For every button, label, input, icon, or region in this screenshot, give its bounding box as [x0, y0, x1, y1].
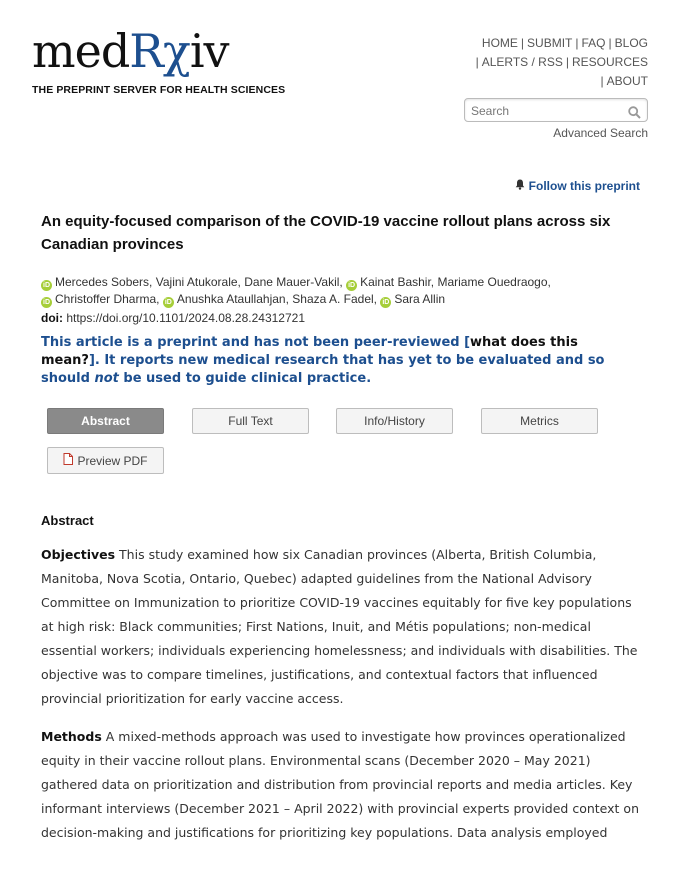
author-item[interactable] — [41, 275, 152, 289]
nav-faq-link[interactable]: FAQ — [581, 36, 606, 50]
author-item[interactable] — [380, 292, 445, 306]
preview-pdf-label: Preview PDF — [77, 453, 148, 468]
nav-home-link[interactable]: HOME — [481, 36, 518, 50]
author-item[interactable] — [244, 275, 342, 289]
orcid-icon[interactable]: iD — [382, 299, 390, 306]
site-logo[interactable] — [32, 26, 285, 96]
orcid-icon[interactable]: iD — [43, 282, 50, 289]
abstract-heading: Abstract — [41, 513, 94, 528]
advanced-search-link[interactable]: Advanced Search — [553, 126, 648, 140]
objectives-label: Objectives — [41, 547, 116, 562]
author-name: Dane Mauer-Vakil, — [244, 275, 343, 289]
objectives-text: This study examined how six Canadian provinces (Alberta, British Columbia, Manitoba, Nova Scotia, Ontario, Quebec) adapted guidelines from the National Advisory Committee on Immunization to prioritize COVID-19 vaccines equitably for five key populations at high risk: Black communities; First Nations, Inuit, and Métis populations; non-medical essential workers; individuals experiencing homelessness; and individuals with disabilities. The objective was to compare timelines, justifications, and contextual factors that influenced provincial prioritization for early vaccine access. — [41, 547, 638, 706]
doi-label: doi: — [41, 311, 63, 325]
nav-about-link[interactable]: ABOUT — [606, 74, 648, 88]
tab-metrics[interactable] — [481, 408, 598, 434]
author-name: Vajini Atukorale, — [155, 275, 241, 289]
pdf-file-icon — [63, 453, 73, 468]
logo-tagline: THE PREPRINT SERVER FOR HEALTH SCIENCES — [32, 84, 286, 96]
orcid-icon[interactable]: iD — [43, 299, 50, 306]
what-does-this-mean-link[interactable]: what does this mean? — [41, 335, 578, 368]
follow-preprint-link[interactable] — [515, 179, 640, 193]
bell-icon — [515, 179, 525, 193]
author-item[interactable] — [346, 275, 434, 289]
author-name: Kainat Bashir, — [360, 275, 435, 289]
nav-blog-link[interactable]: BLOG — [614, 36, 648, 50]
preprint-notice — [41, 334, 641, 388]
doi-line — [41, 311, 305, 325]
tab-info-history-label: Info/History — [364, 414, 425, 428]
author-item[interactable] — [437, 275, 550, 289]
tab-full-text[interactable] — [192, 408, 309, 434]
nav-separator: | — [600, 74, 604, 88]
author-name: Mariame Ouedraogo, — [437, 275, 551, 289]
author-item[interactable] — [41, 292, 159, 306]
nav-row-3 — [438, 72, 648, 91]
follow-label: Follow this preprint — [528, 179, 640, 193]
author-name: Sara Allin — [394, 292, 446, 306]
orcid-icon[interactable]: iD — [348, 282, 356, 289]
author-name: Mercedes Sobers, — [55, 275, 153, 289]
tab-info-history[interactable] — [336, 408, 453, 434]
preview-pdf-button[interactable] — [47, 447, 164, 474]
notice-emphasis: not — [94, 371, 119, 386]
nav-submit-link[interactable]: SUBMIT — [527, 36, 573, 50]
logo-part-iv: iv — [189, 24, 229, 78]
notice-text-2: ]. It reports new medical research that has yet to be evaluated and so should — [41, 353, 605, 386]
nav-row-2 — [438, 53, 648, 72]
top-navigation — [438, 34, 648, 91]
methods-label: Methods — [41, 729, 102, 744]
author-name: Shaza A. Fadel, — [292, 292, 377, 306]
nav-separator: | — [520, 36, 525, 50]
author-item[interactable] — [156, 275, 241, 289]
abstract-methods — [41, 725, 641, 845]
logo-wordmark — [32, 26, 285, 76]
nav-separator: | — [565, 55, 569, 69]
abstract-objectives — [41, 543, 641, 711]
nav-resources-link[interactable]: RESOURCES — [571, 55, 648, 69]
search-box — [464, 98, 648, 122]
article-title: An equity-focused comparison of the COVID-19 vaccine rollout plans across six Canadian provinces — [41, 213, 611, 253]
nav-separator: | — [608, 36, 612, 50]
nav-separator: | — [475, 55, 479, 69]
search-icon[interactable] — [628, 104, 641, 123]
logo-part-rx: Rχ — [129, 24, 190, 78]
notice-text-1: This article is a preprint and has not been peer-reviewed [ — [41, 335, 471, 350]
doi-link[interactable]: https://doi.org/10.1101/2024.08.28.24312721 — [66, 311, 305, 325]
author-list — [41, 274, 641, 308]
tab-abstract[interactable] — [47, 408, 164, 434]
author-name: Anushka Ataullahjan, — [176, 292, 289, 306]
orcid-icon[interactable]: iD — [164, 299, 172, 306]
tab-abstract-label: Abstract — [81, 414, 130, 428]
tab-full-text-label: Full Text — [228, 414, 273, 428]
tab-metrics-label: Metrics — [520, 414, 559, 428]
nav-alerts-link[interactable]: ALERTS / RSS — [481, 55, 563, 69]
search-input[interactable] — [469, 100, 623, 122]
notice-text-3: be used to guide clinical practice. — [118, 371, 372, 386]
nav-row-1 — [438, 34, 648, 53]
author-name: Christoffer Dharma, — [55, 292, 160, 306]
methods-text: A mixed-methods approach was used to investigate how provinces operationalized equity in their vaccine rollout plans. Environmental scans (December 2020 – May 2021) gathered data on prioritization and distribution from provincial reports and media articles. Key informant interviews (December 2021 – April 2022) with provincial experts provided context on decision-making and justifications for prioritizing key populations. Data analysis employed — [41, 729, 639, 840]
author-item[interactable] — [163, 292, 289, 306]
logo-part-med: med — [32, 24, 130, 78]
nav-separator: | — [575, 36, 579, 50]
author-item[interactable] — [292, 292, 377, 306]
